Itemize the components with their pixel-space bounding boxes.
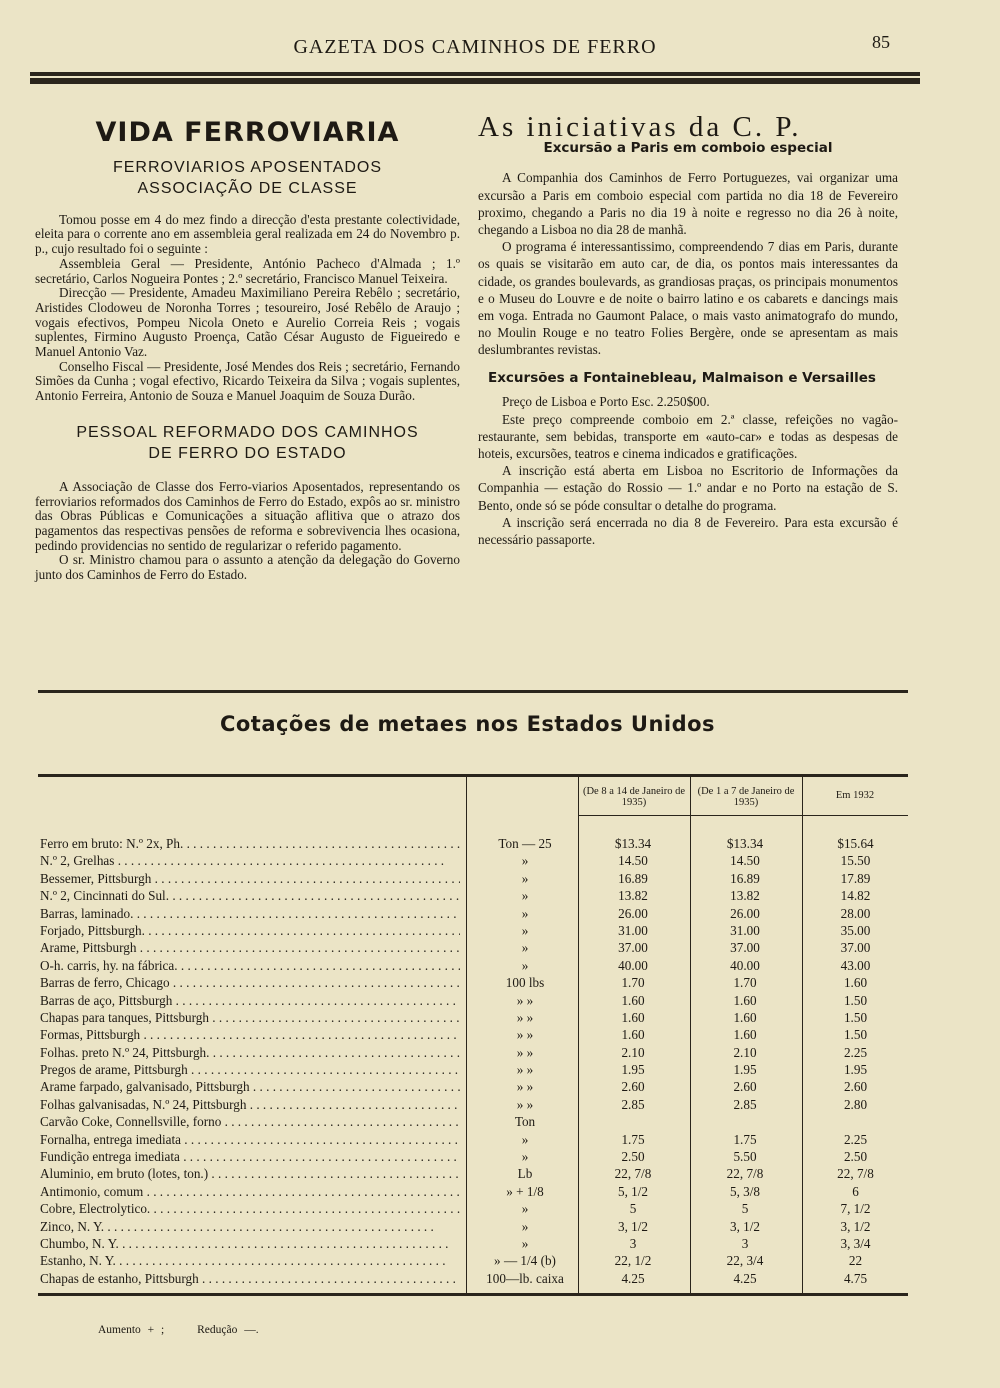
- price-week-1-7: 22, 3/4: [726, 1253, 764, 1269]
- price-week-8-14: 31.00: [618, 922, 648, 938]
- header-rule: [578, 815, 908, 816]
- section-heading-aposentados: [35, 157, 460, 199]
- item-name: Arame farpado, galvanisado, Pittsburgh . . .: [40, 1079, 460, 1095]
- item-unit: Ton: [514, 1114, 536, 1130]
- heading-line: DE FERRO DO ESTADO: [148, 444, 347, 462]
- footnote-reducao: Redução —.: [197, 1324, 259, 1336]
- item-unit: »: [521, 1131, 529, 1147]
- price-week-1-7: 4.25: [733, 1270, 757, 1286]
- table-row: [38, 853, 908, 870]
- price-week-1-7: 14.50: [730, 853, 760, 869]
- table-footnote: [98, 1324, 285, 1336]
- price-week-8-14: 40.00: [618, 957, 648, 973]
- price-week-8-14: 2.10: [621, 1044, 645, 1060]
- article-paragraph: Este preço compreende comboio em 2.ª classe, refeições no vagão-restaurante, sem bebidas, transporte em «auto-car» e todas as despesas de hoteis, excursões, teatros e cinema indicados e gratificações.: [478, 411, 898, 461]
- item-unit: » »: [516, 992, 534, 1008]
- price-1932: 14.82: [840, 888, 871, 904]
- price-1932: 15.50: [840, 853, 871, 869]
- table-row: [38, 1027, 908, 1044]
- item-name: Formas, Pittsburgh . . .: [40, 1027, 460, 1043]
- item-unit: » »: [516, 1009, 534, 1025]
- item-unit: »: [521, 1235, 529, 1251]
- price-week-1-7: 31.00: [730, 922, 760, 938]
- item-unit: Ton — 25: [498, 836, 552, 851]
- heading-line: ASSOCIAÇÃO DE CLASSE: [137, 179, 358, 197]
- table-row: [38, 1062, 908, 1079]
- price-week-8-14: 2.85: [621, 1096, 645, 1112]
- table-row: [38, 871, 908, 888]
- item-unit: » »: [516, 1027, 534, 1043]
- price-week-1-7: 16.89: [730, 870, 760, 886]
- price-1932: 3, 3/4: [840, 1235, 871, 1251]
- article-paragraph: Assembleia Geral — Presidente, António Pacheco d'Almada ; 1.º secretário, Carlos Nogueira Pontes ; 2.º secretário, Francisco Manuel Teixeira.: [35, 255, 460, 286]
- page-header: [30, 28, 920, 92]
- price-week-8-14: 1.75: [621, 1131, 645, 1147]
- price-week-1-7: 1.70: [733, 975, 757, 991]
- price-1932: 35.00: [840, 922, 871, 938]
- item-unit: »: [521, 888, 529, 904]
- heading-line: FERROVIARIOS APOSENTADOS: [112, 158, 383, 176]
- item-name: N.º 2, Cincinnati do Sul. . . .: [40, 888, 460, 904]
- item-name: Pregos de arame, Pittsburgh . . .: [40, 1062, 460, 1078]
- item-name: Arame, Pittsburgh . . .: [40, 940, 460, 956]
- price-week-8-14: 13.82: [618, 888, 648, 904]
- item-name: O-h. carris, hy. na fábrica. . . .: [40, 958, 460, 974]
- price-week-8-14: 14.50: [618, 853, 648, 869]
- table-row: [38, 1201, 908, 1218]
- item-unit: 100 lbs: [505, 975, 545, 991]
- price-week-1-7: 5, 3/8: [729, 1183, 761, 1199]
- table-row: [38, 906, 908, 923]
- price-week-1-7: 26.00: [730, 905, 760, 921]
- section-divider: [38, 690, 908, 693]
- subheading-paris: Excursão a Paris em comboio especial: [543, 139, 833, 156]
- price-1932: 2.25: [843, 1044, 868, 1060]
- item-unit: » »: [516, 1096, 534, 1112]
- price-week-1-7: 3: [741, 1235, 749, 1251]
- price-week-1-7: 40.00: [730, 957, 760, 973]
- item-unit: » — 1/4 (b): [494, 1253, 556, 1269]
- header-1932: Em 1932: [835, 790, 875, 801]
- article-paragraph: A inscrição será encerrada no dia 8 de Fevereiro. Para esta excursão é necessário passaporte.: [478, 514, 898, 547]
- item-name: Barras de aço, Pittsburgh . . .: [40, 993, 460, 1009]
- item-unit: »: [521, 1149, 529, 1165]
- price-week-1-7: 1.60: [733, 992, 757, 1008]
- item-unit: »: [521, 940, 529, 956]
- item-name: Estanho, N. Y. . . .: [40, 1253, 460, 1269]
- price-1932: 2.50: [843, 1149, 868, 1165]
- left-column: [35, 118, 460, 583]
- item-name: Chapas de estanho, Pittsburgh . . .: [40, 1271, 460, 1287]
- item-name: Ferro em bruto: N.º 2x, Ph. . . .: [40, 836, 460, 852]
- page-number: 85: [872, 32, 890, 52]
- price-week-8-14: 1.70: [621, 975, 645, 991]
- price-week-1-7: 2.60: [733, 1079, 757, 1095]
- price-1932: 2.60: [843, 1079, 868, 1095]
- article-paragraph: A inscrição está aberta em Lisboa no Escritorio de Informações da Companhia — estação do Rossio — 1.º andar e no Porto na estação de S. Bento, onde só se póde consultar o detalhe do programa.: [478, 463, 898, 513]
- price-week-8-14: 3, 1/2: [617, 1218, 649, 1234]
- item-unit: »: [521, 922, 529, 938]
- price-1932: 1.60: [843, 975, 868, 991]
- price-week-8-14: 16.89: [618, 870, 648, 886]
- price-week-1-7: 22, 7/8: [726, 1166, 764, 1182]
- price-week-8-14: $13.34: [614, 836, 652, 851]
- article-paragraph: A Associação de Classe dos Ferro-viarios Aposentados, representando os ferroviarios reformados dos Caminhos de Ferro do Estado, expôs ao sr. ministro das Obras Públicas e Comunicações a situação aflitiva que o atrazo dos pagamentos das respectivas pensões de reforma e sobrevivencia lhes ocasiona, pedindo providencias no sentido de regularizar o referido pagamento.: [35, 478, 460, 553]
- price-1932: 6: [852, 1183, 859, 1199]
- item-name: N.º 2, Grelhas . . .: [40, 853, 460, 869]
- footnote-aumento: Aumento + ;: [98, 1324, 165, 1336]
- iniciativas-title: As iniciativas da C. P.: [478, 111, 802, 143]
- item-unit: »: [521, 870, 529, 886]
- table-row: [38, 1253, 908, 1270]
- price-1932: 2.80: [843, 1096, 868, 1112]
- price-week-1-7: 2.85: [733, 1096, 757, 1112]
- price-1932: 4.75: [843, 1270, 868, 1286]
- price-week-8-14: 1.60: [621, 992, 645, 1008]
- header-week-1-7: (De 1 a 7 de Janeiro de 1935): [697, 786, 795, 808]
- price-week-1-7: 5.50: [733, 1149, 757, 1165]
- table-top-rule: [38, 774, 908, 777]
- table-row: [38, 1045, 908, 1062]
- item-unit: Lb: [517, 1166, 533, 1182]
- table-row: [38, 923, 908, 940]
- item-unit: »: [521, 957, 529, 973]
- price-week-1-7: $13.34: [726, 836, 764, 851]
- price-week-8-14: 4.25: [621, 1270, 645, 1286]
- header-rule-double: [30, 78, 920, 84]
- price-1932: 2.25: [843, 1131, 868, 1147]
- item-unit: 100—lb. caixa: [486, 1270, 564, 1286]
- table-row: [38, 1219, 908, 1236]
- item-name: Chumbo, N. Y. . . .: [40, 1236, 460, 1252]
- price-week-8-14: 1.95: [621, 1062, 645, 1078]
- price-week-1-7: 13.82: [730, 888, 760, 904]
- price-week-8-14: 1.60: [621, 1027, 645, 1043]
- price-1932: 1.50: [843, 1009, 868, 1025]
- item-name: Cobre, Electrolytico. . . .: [40, 1201, 460, 1217]
- table-row: [38, 1149, 908, 1166]
- item-name: Barras de ferro, Chicago . . .: [40, 975, 460, 991]
- item-name: Folhas. preto N.º 24, Pittsburgh. . . .: [40, 1045, 460, 1061]
- price-1932: $15.64: [837, 836, 874, 851]
- header-week-8-14: (De 8 a 14 de Janeiro de 1935): [582, 786, 686, 808]
- price-1932: 1.50: [843, 992, 868, 1008]
- item-name: Carvão Coke, Connellsville, forno . . .: [40, 1114, 460, 1130]
- table-row: [38, 836, 908, 853]
- item-name: Forjado, Pittsburgh. . . .: [40, 923, 460, 939]
- price-week-8-14: 5, 1/2: [617, 1183, 649, 1199]
- item-unit: » »: [516, 1044, 534, 1060]
- price-week-8-14: 2.50: [621, 1149, 645, 1165]
- header-rule: [30, 72, 920, 76]
- price-week-1-7: 37.00: [730, 940, 760, 956]
- section-heading-reformado: [35, 422, 460, 464]
- price-week-1-7: 3, 1/2: [729, 1218, 761, 1234]
- table-row: [38, 975, 908, 992]
- item-name: Folhas galvanisadas, N.º 24, Pittsburgh . . .: [40, 1097, 460, 1113]
- price-week-8-14: 26.00: [618, 905, 648, 921]
- item-name: Fundição entrega imediata . . .: [40, 1149, 460, 1165]
- price-week-1-7: 1.95: [733, 1062, 757, 1078]
- metal-prices-table: [38, 774, 908, 1296]
- item-unit: »: [521, 1201, 529, 1217]
- table-row: [38, 958, 908, 975]
- table-body: [38, 836, 908, 1288]
- vida-ferroviaria-title: VIDA FERROVIARIA: [95, 117, 400, 148]
- item-name: Chapas para tanques, Pittsburgh . . .: [40, 1010, 460, 1026]
- table-row: [38, 940, 908, 957]
- journal-title: GAZETA DOS CAMINHOS DE FERRO: [293, 36, 657, 58]
- item-unit: »: [521, 1218, 529, 1234]
- article-paragraph: Direcção — Presidente, Amadeu Maximiliano Pereira Rebêlo ; secretário, Aristides Clodoweu de Noronha Torres ; tesoureiro, José Rebêlo de Araujo ; vogais efectivos, Pompeu Nicola Oneto e Aurelio Correia Reis ; vogais suplentes, Firmino Augusto Proença, Catão César Augusto de Figueiredo e Manuel Antonio Vaz.: [35, 285, 460, 360]
- table-row: [38, 1114, 908, 1131]
- table-row: [38, 1184, 908, 1201]
- price-1932: 3, 1/2: [840, 1218, 871, 1234]
- price-week-1-7: 1.60: [733, 1009, 757, 1025]
- price-week-1-7: 1.60: [733, 1027, 757, 1043]
- table-row: [38, 888, 908, 905]
- article-paragraph: O programa é interessantissimo, compreendendo 7 dias em Paris, durante os quais se visitarão em auto car, de dia, os pontos mais interessantes da cidade, os grandes boulevards, as grandiosas praças, os principais monumentos e o Museu do Louvre e de noite o bairro latino e os cabarets e dancings mais em voga. Entrada no Gaumont Palace, o mais vasto animatografo do mundo, no Moulin Rouge e no teatro Folies Bergère, onde se apresentam as mais deslumbrantes revistas.: [478, 239, 898, 358]
- price-week-8-14: 2.60: [621, 1079, 645, 1095]
- price-week-1-7: 1.75: [733, 1131, 757, 1147]
- price-week-8-14: 1.60: [621, 1009, 645, 1025]
- price-week-8-14: 5: [629, 1201, 637, 1217]
- heading-line: PESSOAL REFORMADO DOS CAMINHOS: [76, 423, 419, 441]
- table-row: [38, 993, 908, 1010]
- price-week-8-14: 22, 1/2: [614, 1253, 652, 1269]
- table-row: [38, 1010, 908, 1027]
- article-paragraph: O sr. Ministro chamou para o assunto a atenção da delegação do Governo junto dos Caminhos de Ferro do Estado.: [35, 552, 460, 583]
- article-paragraph: Preço de Lisboa e Porto Esc. 2.250$00.: [502, 394, 710, 410]
- table-row: [38, 1271, 908, 1288]
- item-name: Bessemer, Pittsburgh . . .: [40, 871, 460, 887]
- subheading-fontainebleau: Excursões a Fontainebleau, Malmaison e Versailles: [488, 369, 876, 386]
- price-week-8-14: 3: [629, 1235, 637, 1251]
- article-paragraph: Conselho Fiscal — Presidente, José Mendes dos Reis ; secretário, Fernando Simões da Cunha ; vogal efectivo, Ricardo Teixeira da Silva ; vogais suplentes, Antonio Ferreira, Antonio de Souza e Manuel Joaquim de Souza Durão.: [35, 358, 460, 404]
- item-name: Barras, laminado. . . .: [40, 906, 460, 922]
- article-paragraph: Tomou posse em 4 do mez findo a direcção d'esta prestante colectividade, eleita para o corrente ano em assembleia geral realizada em 24 do Novembro p. p., cujo resultado foi o seguinte :: [35, 211, 460, 257]
- table-row: [38, 1097, 908, 1114]
- item-name: Zinco, N. Y. . . .: [40, 1219, 460, 1235]
- table-row: [38, 1079, 908, 1096]
- table-row: [38, 1166, 908, 1183]
- table-row: [38, 1236, 908, 1253]
- table-row: [38, 1132, 908, 1149]
- item-unit: »: [521, 905, 529, 921]
- price-week-1-7: 2.10: [733, 1044, 757, 1060]
- price-1932: 17.89: [840, 870, 871, 886]
- article-paragraph: A Companhia dos Caminhos de Ferro Portuguezes, vai organizar uma excursão a Paris em comboio especial com partida no dia 18 de Fevereiro proximo, chegando a Paris no dia 19 à noite e regresso no dia 26 à noite, chegando a Lisboa no dia 28 de manhã.: [478, 170, 898, 238]
- price-week-8-14: 22, 7/8: [614, 1166, 652, 1182]
- right-column: [478, 111, 898, 548]
- item-unit: »: [521, 853, 529, 869]
- price-week-1-7: 5: [741, 1201, 749, 1217]
- price-1932: 22, 7/8: [837, 1166, 874, 1182]
- price-1932: 7, 1/2: [840, 1201, 871, 1217]
- price-week-8-14: 37.00: [618, 940, 648, 956]
- item-name: Antimonio, comum . . .: [40, 1184, 460, 1200]
- price-1932: 1.50: [843, 1027, 868, 1043]
- table-title: Cotações de metaes nos Estados Unidos: [219, 712, 716, 736]
- price-1932: 22: [848, 1253, 863, 1269]
- table-bottom-rule: [38, 1293, 908, 1296]
- item-unit: » »: [516, 1079, 534, 1095]
- price-1932: 37.00: [840, 940, 871, 956]
- item-unit: » + 1/8: [506, 1183, 544, 1199]
- item-name: Fornalha, entrega imediata . . .: [40, 1132, 460, 1148]
- price-1932: 43.00: [840, 957, 871, 973]
- item-name: Aluminio, em bruto (lotes, ton.) . . .: [40, 1166, 460, 1182]
- price-1932: 28.00: [840, 905, 871, 921]
- price-1932: 1.95: [843, 1062, 868, 1078]
- item-unit: » »: [516, 1062, 534, 1078]
